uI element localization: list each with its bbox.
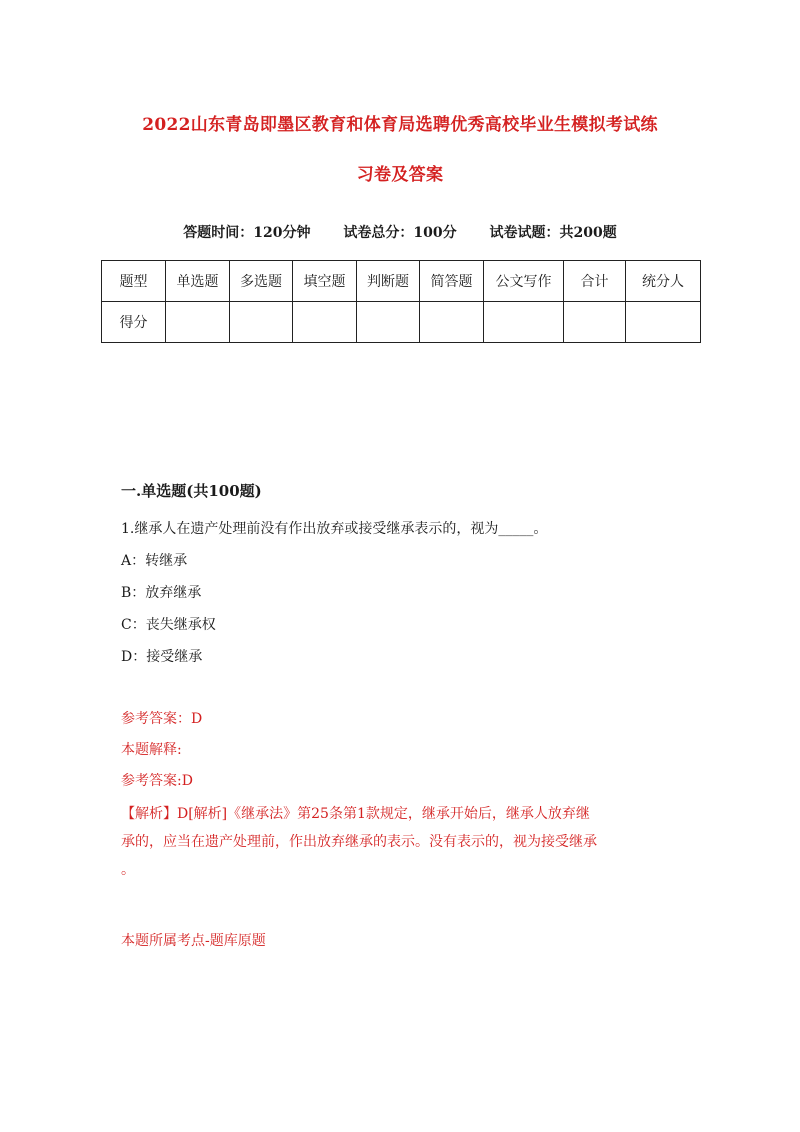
- score-header-cell: 统分人: [626, 261, 701, 302]
- explanation-label: 本题解释:: [121, 742, 182, 758]
- score-row-label: 得分: [102, 302, 166, 343]
- option-c: C：丧失继承权: [121, 617, 216, 633]
- score-table-score-row: [102, 302, 701, 343]
- analysis-line: 【解析】D[解析]《继承法》第25条第1款规定，继承开始后，继承人放弃继: [121, 806, 590, 822]
- reference-answer-repeat: 参考答案:D: [121, 773, 193, 789]
- option-b: B：放弃继承: [121, 585, 202, 601]
- score-cell: [626, 302, 701, 343]
- score-table-header-row: [102, 261, 701, 302]
- score-cell: [166, 302, 230, 343]
- section-title: 一.单选题(共100题): [121, 482, 262, 500]
- score-cell: [357, 302, 420, 343]
- reference-answer: 参考答案：D: [121, 711, 203, 727]
- score-cell: [293, 302, 357, 343]
- document-title: [60, 100, 740, 200]
- score-header-cell: 判断题: [357, 261, 420, 302]
- title-line-2: 习卷及答案: [356, 165, 444, 185]
- score-header-cell: 多选题: [230, 261, 293, 302]
- title-line-1: 2022山东青岛即墨区教育和体育局选聘优秀高校毕业生模拟考试练: [142, 115, 658, 135]
- score-cell: [230, 302, 293, 343]
- score-header-cell: 单选题: [166, 261, 230, 302]
- exam-time: 答题时间：120分钟: [183, 225, 311, 241]
- exam-total-score: 试卷总分：100分: [343, 225, 457, 241]
- score-header-cell: 简答题: [420, 261, 484, 302]
- question-stem: 1.继承人在遗产处理前没有作出放弃或接受继承表示的，视为_____。: [121, 521, 548, 537]
- score-header-cell: 题型: [102, 261, 166, 302]
- option-a: A：转继承: [121, 553, 188, 569]
- score-table: [101, 260, 701, 343]
- score-cell: [564, 302, 626, 343]
- exam-meta: [0, 222, 800, 242]
- score-header-cell: 公文写作: [484, 261, 564, 302]
- score-header-cell: 填空题: [293, 261, 357, 302]
- analysis-line: 承的，应当在遗产处理前，作出放弃继承的表示。没有表示的，视为接受继承: [121, 834, 597, 850]
- question-source: 本题所属考点-题库原题: [121, 933, 266, 949]
- exam-question-count: 试卷试题：共200题: [489, 225, 617, 241]
- option-d: D：接受继承: [121, 649, 203, 665]
- analysis-line: 。: [121, 862, 135, 878]
- analysis-text: [121, 800, 681, 884]
- score-cell: [484, 302, 564, 343]
- score-header-cell: 合计: [564, 261, 626, 302]
- score-cell: [420, 302, 484, 343]
